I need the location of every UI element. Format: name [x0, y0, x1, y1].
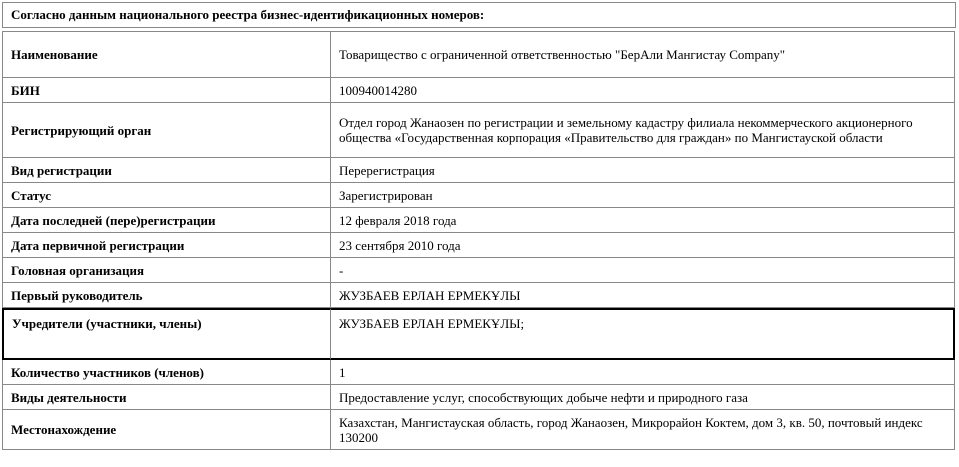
- row-value-participants-count: 1: [331, 360, 955, 385]
- table-row-first-head: [2, 283, 955, 308]
- row-label-participants-count: Количество участников (членов): [2, 360, 331, 385]
- row-label-status: Статус: [2, 183, 331, 208]
- row-value-location: Казахстан, Мангистауская область, город Жанаозен, Микрорайон Коктем, дом 3, кв. 50, почтовый индекс 130200: [331, 410, 955, 450]
- table-row-status: [2, 183, 955, 208]
- row-value-founders: ЖУЗБАЕВ ЕРЛАН ЕРМЕКҰЛЫ;: [331, 308, 955, 360]
- table-row-registering-body: [2, 103, 955, 158]
- row-value-activities: Предоставление услуг, способствующих добыче нефти и природного газа: [331, 385, 955, 410]
- table-row-last-registration-date: [2, 208, 955, 233]
- row-value-last-registration-date: 12 февраля 2018 года: [331, 208, 955, 233]
- table-row-bin: [2, 78, 955, 103]
- row-value-registration-type: Перерегистрация: [331, 158, 955, 183]
- row-label-activities: Виды деятельности: [2, 385, 331, 410]
- registry-panel: [2, 2, 956, 28]
- row-label-last-registration-date: Дата последней (пере)регистрации: [2, 208, 331, 233]
- row-label-registering-body: Регистрирующий орган: [2, 103, 331, 158]
- table-row-founders: [2, 308, 955, 360]
- row-label-initial-registration-date: Дата первичной регистрации: [2, 233, 331, 258]
- table-row-head-organization: [2, 258, 955, 283]
- row-value-registering-body: Отдел город Жанаозен по регистрации и земельному кадастру филиала некоммерческого акционерного общества «Государственная корпорация «Правительство для граждан» по Мангистауской области: [331, 103, 955, 158]
- row-label-bin: БИН: [2, 78, 331, 103]
- row-label-first-head: Первый руководитель: [2, 283, 331, 308]
- table-row-name: [2, 31, 955, 78]
- table-row-registration-type: [2, 158, 955, 183]
- row-value-head-organization: -: [331, 258, 955, 283]
- row-value-name: Товарищество с ограниченной ответственностью "БерАли Мангистау Company": [331, 31, 955, 78]
- registry-table: [2, 31, 955, 450]
- row-label-registration-type: Вид регистрации: [2, 158, 331, 183]
- row-label-location: Местонахождение: [2, 410, 331, 450]
- table-row-initial-registration-date: [2, 233, 955, 258]
- table-row-activities: [2, 385, 955, 410]
- registry-header: Согласно данным национального реестра бизнес-идентификационных номеров:: [3, 3, 956, 28]
- row-label-name: Наименование: [2, 31, 331, 78]
- table-row-participants-count: [2, 360, 955, 385]
- row-value-bin: 100940014280: [331, 78, 955, 103]
- row-value-status: Зарегистрирован: [331, 183, 955, 208]
- row-value-first-head: ЖУЗБАЕВ ЕРЛАН ЕРМЕКҰЛЫ: [331, 283, 955, 308]
- table-row-location: [2, 410, 955, 450]
- row-label-head-organization: Головная организация: [2, 258, 331, 283]
- row-value-initial-registration-date: 23 сентября 2010 года: [331, 233, 955, 258]
- row-label-founders: Учредители (участники, члены): [2, 308, 331, 360]
